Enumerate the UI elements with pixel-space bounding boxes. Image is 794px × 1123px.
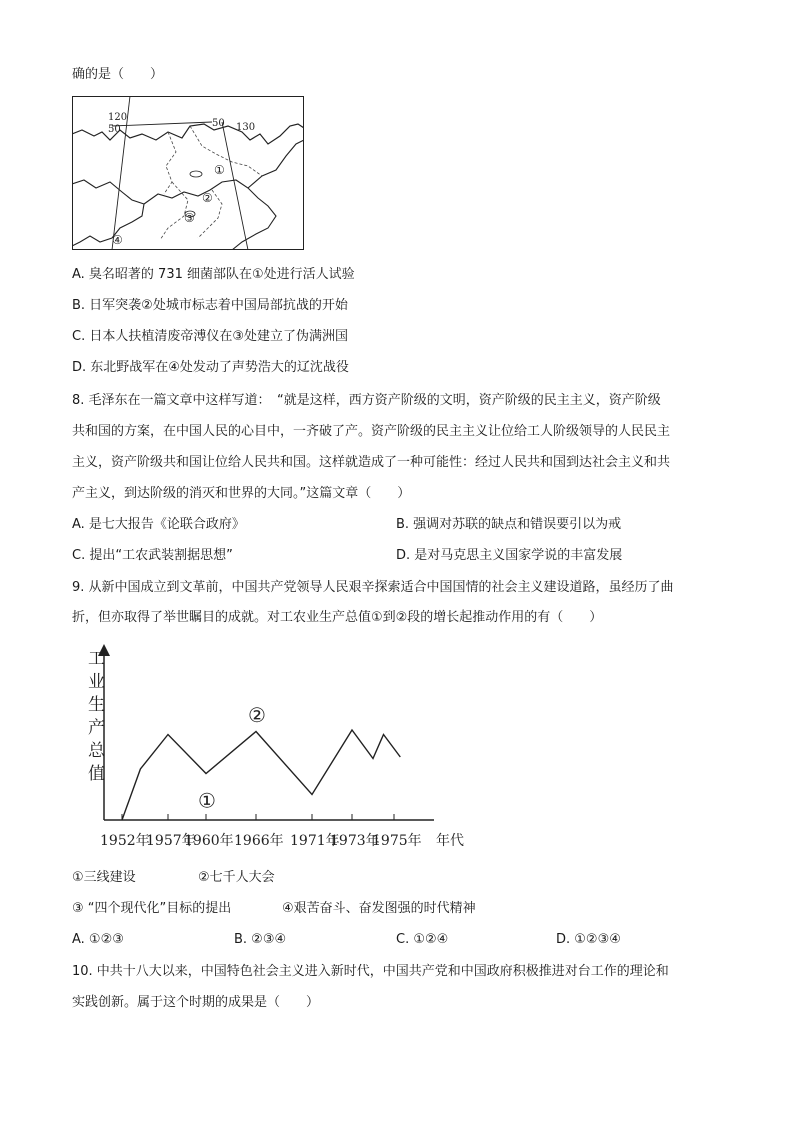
- y-axis-title-char: 总: [88, 741, 105, 761]
- q9-option-a: A. ①②③: [72, 932, 124, 947]
- map-marker-3: ③: [184, 211, 195, 225]
- q9-option-c: C. ①②④: [396, 932, 449, 947]
- x-axis-title: 年代: [436, 833, 464, 849]
- map-label-lat50-right: 50: [212, 118, 225, 129]
- q10-line-2: 实践创新。属于这个时期的成果是（ ）: [72, 995, 320, 1010]
- industrial-output-chart: [84, 640, 474, 860]
- q9-item-4: ④艰苦奋斗、奋发图强的时代精神: [282, 901, 476, 916]
- q8-line-3: 主义，资产阶级共和国让位给人民共和国。这样就造成了一种可能性：经过人民共和国到达社会主义和共: [72, 455, 671, 470]
- chart-annotation: ①: [198, 788, 216, 813]
- q9-option-d: D. ①②③④: [556, 932, 621, 947]
- northeast-china-map: [72, 96, 304, 250]
- map-label-lat50-left: 50: [108, 124, 121, 135]
- chart-annotation: ②: [248, 703, 266, 727]
- x-tick-label: 1957年: [146, 833, 196, 849]
- q8-line-4: 产主义，到达阶级的消灭和世界的大同。”这篇文章（ ）: [72, 486, 411, 501]
- q9-item-3: ③ “四个现代化”目标的提出: [72, 901, 232, 916]
- q10-line-1: 10. 中共十八大以来，中国特色社会主义进入新时代，中国共产党和中国政府积极推进对台工作的理论和: [72, 964, 669, 979]
- map-marker-1: ①: [214, 163, 225, 177]
- x-tick-label: 1973年: [330, 833, 380, 849]
- q9-line-2: 折，但亦取得了举世瞩目的成就。对工农业生产总值①到②段的增长起推动作用的有（ ）: [72, 610, 603, 625]
- y-axis-title-char: 业: [88, 672, 105, 692]
- map-marker-2: ②: [202, 191, 213, 205]
- x-tick-label: 1971年: [290, 833, 340, 849]
- y-axis-title-char: 生: [88, 695, 105, 715]
- map-label-lon130: 130: [236, 122, 256, 133]
- x-tick-label: 1952年: [100, 833, 150, 849]
- q9-item-1: ①三线建设: [72, 870, 136, 885]
- x-tick-label: 1975年: [372, 833, 422, 849]
- y-axis-title-char: 值: [88, 764, 105, 784]
- map-label-lon120: 120: [108, 112, 128, 123]
- q7-option-b: B. 日军突袭②处城市标志着中国局部抗战的开始: [72, 298, 348, 313]
- q9-option-b: B. ②③④: [234, 932, 287, 947]
- q8-line-2: 共和国的方案，在中国人民的心目中，一齐破了产。资产阶级的民主主义让位给工人阶级领导的人民民主: [72, 424, 671, 439]
- q8-line-1: 8. 毛泽东在一篇文章中这样写道： “就是这样，西方资产阶级的文明，资产阶级的民主主义，资产阶级: [72, 393, 661, 408]
- q8-option-b: B. 强调对苏联的缺点和错误要引以为戒: [396, 517, 622, 532]
- q8-option-d: D. 是对马克思主义国家学说的丰富发展: [396, 548, 623, 563]
- q9-item-2: ②七千人大会: [198, 870, 275, 885]
- q7-stem-tail: 确的是（ ）: [72, 67, 164, 82]
- q8-option-a: A. 是七大报告《论联合政府》: [72, 517, 245, 532]
- series-line: [122, 730, 400, 820]
- q7-option-c: C. 日本人扶植清废帝溥仪在③处建立了伪满洲国: [72, 329, 348, 344]
- q9-line-1: 9. 从新中国成立到文革前，中国共产党领导人民艰辛探索适合中国国情的社会主义建设道路，虽经历了曲: [72, 580, 674, 595]
- x-tick-label: 1966年: [234, 833, 284, 849]
- y-axis-title-char: 工: [88, 649, 105, 669]
- map-marker-4: ④: [112, 233, 123, 247]
- x-tick-label: 1960年: [184, 833, 234, 849]
- q8-option-c: C. 提出“工农武装割据思想”: [72, 548, 233, 563]
- q7-option-a: A. 臭名昭著的 731 细菌部队在①处进行活人试验: [72, 267, 355, 282]
- y-axis-title-char: 产: [88, 718, 105, 738]
- q7-option-d: D. 东北野战军在④处发动了声势浩大的辽沈战役: [72, 360, 349, 375]
